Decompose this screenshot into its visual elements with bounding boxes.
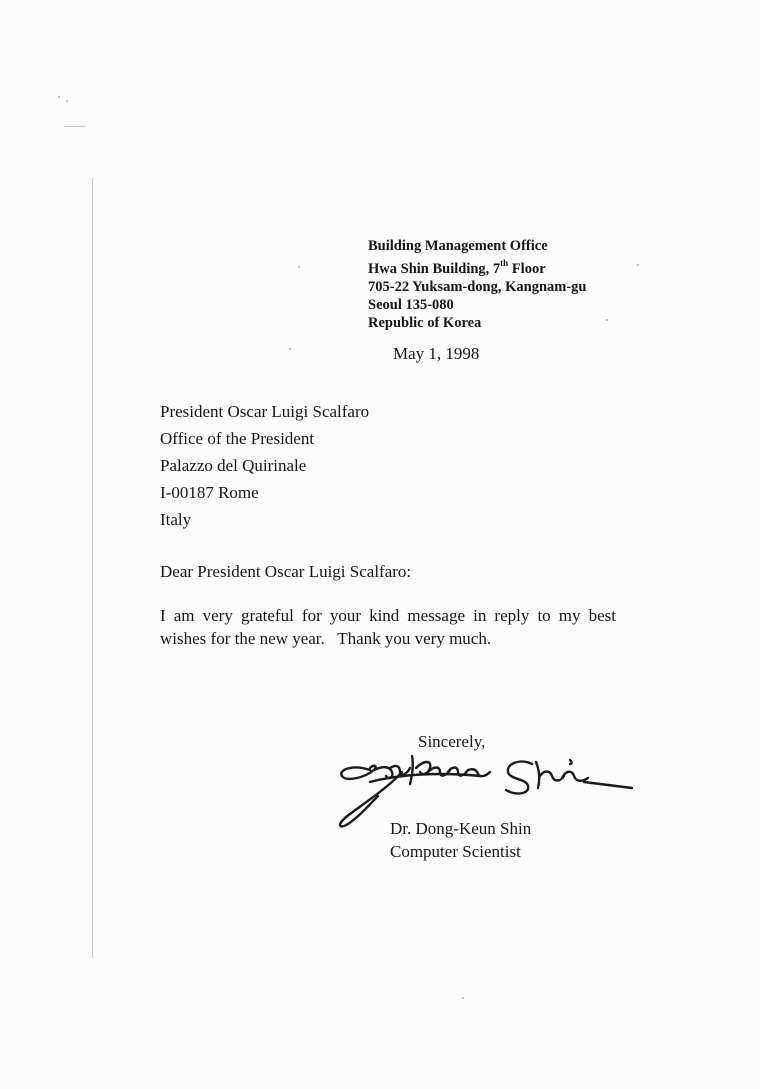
sender-country: Republic of Korea	[368, 314, 482, 331]
scan-speck	[289, 348, 291, 350]
sender-address	[368, 237, 587, 332]
scan-smudge	[64, 126, 86, 127]
sender-building	[368, 255, 587, 278]
signer-name: Dr. Dong-Keun Shin	[390, 819, 532, 838]
signer-title: Computer Scientist	[390, 842, 521, 861]
recipient-address	[160, 398, 369, 533]
closing: Sincerely,	[418, 732, 486, 751]
recipient-name: President Oscar Luigi Scalfaro	[160, 402, 370, 421]
scan-speck	[298, 266, 300, 268]
sender-street: 705-22 Yuksam-dong, Kangnam-gu	[368, 278, 587, 295]
margin-line	[92, 178, 93, 958]
sender-city: Seoul 135-080	[368, 296, 454, 313]
scan-speck	[66, 100, 68, 102]
scan-speck	[462, 997, 464, 999]
salutation: Dear President Oscar Luigi Scalfaro:	[160, 562, 412, 581]
recipient-country: Italy	[160, 510, 192, 529]
sender-office: Building Management Office	[368, 238, 548, 254]
letter-date: May 1, 1998	[393, 344, 480, 363]
sender-building-name: Hwa Shin Building, 7	[368, 260, 501, 277]
signer-block	[390, 817, 531, 863]
recipient-office: Office of the President	[160, 429, 315, 448]
recipient-city: I-00187 Rome	[160, 483, 259, 502]
recipient-building: Palazzo del Quirinale	[160, 456, 307, 475]
scan-speck	[606, 319, 608, 321]
sender-floor-suffix: th	[500, 258, 509, 268]
body-line: wishes for the new year. Thank you very much.	[160, 629, 492, 648]
scan-speck	[58, 96, 60, 98]
sender-floor-word: Floor	[508, 260, 546, 277]
letter-body	[160, 604, 620, 650]
scan-speck	[637, 264, 639, 266]
body-line: I am very grateful for your kind message in reply to my best	[160, 606, 616, 625]
